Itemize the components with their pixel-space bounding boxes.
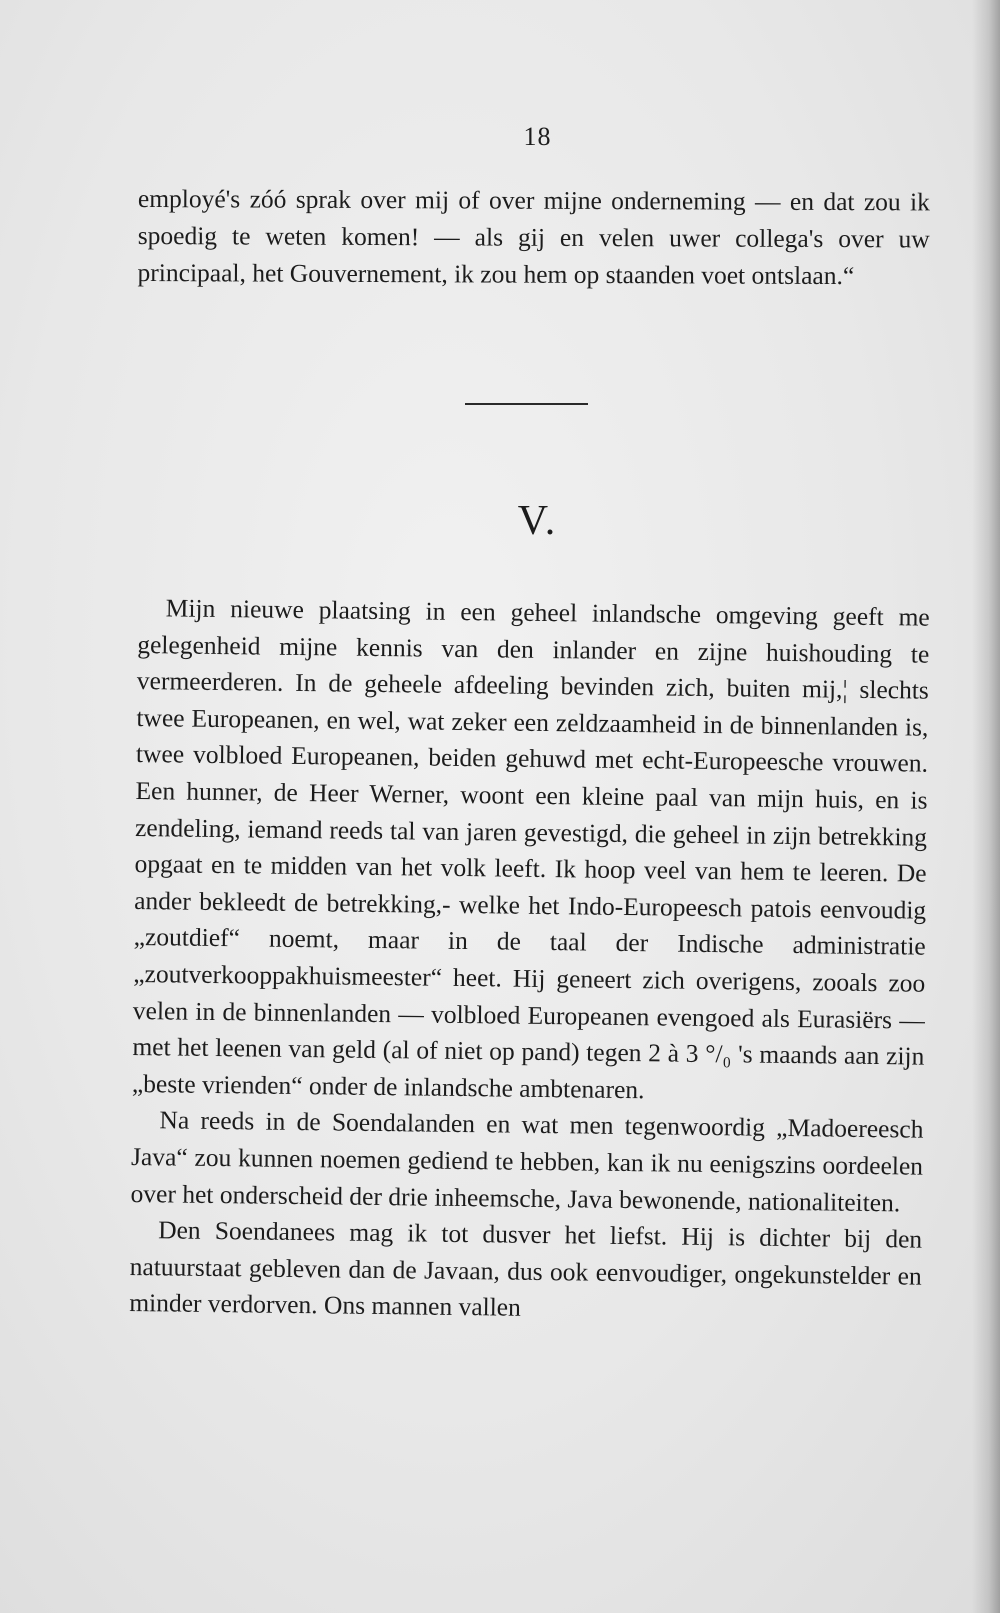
page-edge-shadow — [972, 0, 1000, 1613]
page-number: 18 — [523, 122, 552, 151]
chapter-body — [129, 590, 930, 1331]
paragraph-1: Mijn nieuwe plaatsing in een geheel inlandsche omgeving geeft me gelegenheid mijne kennis van den inlander en zijne huishouding te vermeerderen. In de geheele afdeeling bevinden zich, buiten mij,¦ slechts twee Europeanen, en wel, wat zeker een zeldzaamheid in de binnenlanden is, twee volbloed Europeanen, beiden gehuwd met echt-Europeesche vrouwen. Een hunner, de Heer Werner, woont een kleine paal van mijn huis, en is zendeling, iemand reeds tal van jaren gevestigd, die geheel in zijn betrekking opgaat en te midden van het volk leeft. Ik hoop veel van hem te leeren. De ander bekleedt de betrekking,- welke het Indo-Europeesch patois eenvoudig „zoutdief“ noemt, maar in de taal der Indische administratie „zoutverkooppakhuismeester“ heet. Hij geneert zich overigens, zooals zoo velen in de binnenlanden — volbloed Europeanen evengoed als Eurasiërs — met het leenen van geld (al of niet op pand) tegen 2 à 3 °/₀ 's maands aan zijn „beste vrienden“ onder de inlandsche ambtenaren. — [131, 593, 930, 1104]
chapter-heading: V. — [517, 498, 558, 544]
continued-paragraph: employé's zóó sprak over mij of over mijne onderneming — en dat zou ik spoedig te weten komen! — als gij en velen uwer collega's over uw principaal, het Gouvernement, ik zou hem op staanden voet ontslaan.“ — [137, 183, 930, 291]
continued-paragraph-block — [138, 180, 930, 294]
paragraph-2: Na reeds in de Soendalanden en wat men tegenwoordig „Madoereesch Java“ zou kunnen noemen gediend te hebben, kan ik nu eenigszins oordeelen over het onderscheid der drie inheemsche, Java bewonende, nationaliteiten. — [130, 1105, 924, 1217]
paragraph-3: Den Soendanees mag ik tot dusver het liefst. Hij is dichter bij den natuurstaat gebleven dan de Javaan, dus ook eenvoudiger, ongekunstelder en minder verdorven. Ons mannen vallen — [129, 1215, 923, 1323]
section-divider — [465, 403, 588, 405]
